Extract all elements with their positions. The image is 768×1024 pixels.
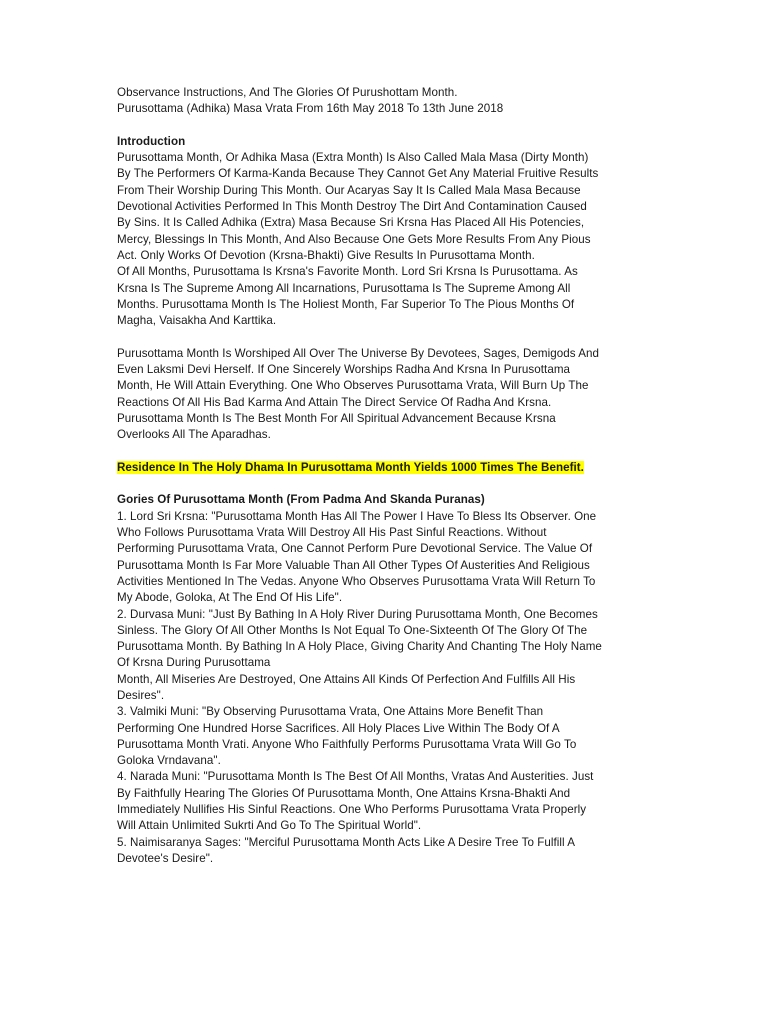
glories-list xyxy=(117,509,657,868)
title-line: Observance Instructions, And The Glories Of Purushottam Month. xyxy=(117,86,458,99)
highlight-line xyxy=(117,460,657,476)
intro-heading: Introduction xyxy=(117,134,186,148)
list-line: Sinless. The Glory Of All Other Months Is Not Equal To One-Sixteenth Of The Glory Of The xyxy=(117,623,588,637)
list-line: 2. Durvasa Muni: "Just By Bathing In A Holy River During Purusottama Month, One Becomes xyxy=(117,607,598,621)
list-line: Who Follows Purusottama Vrata Will Destroy All His Past Sinful Reactions. Without xyxy=(117,526,547,540)
paragraph-line: Overlooks All The Aparadhas. xyxy=(117,428,271,442)
list-line: My Abode, Goloka, At The End Of His Life". xyxy=(117,591,343,605)
paragraph-line: Even Laksmi Devi Herself. If One Sincerely Worships Radha And Krsna In Purusottama xyxy=(117,363,571,377)
paragraph-line: Months. Purusottama Month Is The Holiest Month, Far Superior To The Pious Months Of xyxy=(117,297,575,311)
list-line: 4. Narada Muni: "Purusottama Month Is The Best Of All Months, Vratas And Austerities. Just xyxy=(117,770,594,784)
paragraph-line: By Sins. It Is Called Adhika (Extra) Masa Because Sri Krsna Has Placed All His Potencies, xyxy=(117,216,585,230)
list-line: Activities Mentioned In The Vedas. Anyone Who Observes Purusottama Vrata Will Return To xyxy=(117,574,596,588)
list-line: Purusottama Month Is Far More Valuable Than All Other Types Of Austerities And Religious xyxy=(117,558,590,572)
document-title xyxy=(117,85,657,118)
list-line: 1. Lord Sri Krsna: "Purusottama Month Has All The Power I Have To Bless Its Observer. One xyxy=(117,509,597,523)
list-line: Devotee's Desire". xyxy=(117,851,214,865)
paragraph-line: Month, He Will Attain Everything. One Who Observes Purusottama Vrata, Will Burn Up The xyxy=(117,379,589,393)
paragraph-line: Mercy, Blessings In This Month, And Also Because One Gets More Results From Any Pious xyxy=(117,232,591,246)
title-line: Purusottama (Adhika) Masa Vrata From 16th May 2018 To 13th June 2018 xyxy=(117,102,504,116)
spacer xyxy=(117,444,657,460)
paragraph-line: By The Performers Of Karma-Kanda Because They Cannot Get Any Material Fruitive Results xyxy=(117,167,599,181)
list-line: Desires". xyxy=(117,688,165,702)
list-line: Month, All Miseries Are Destroyed, One Attains All Kinds Of Perfection And Fulfills All His xyxy=(117,672,576,686)
spacer xyxy=(117,118,657,134)
paragraph-line: Devotional Activities Performed In This Month Destroy The Dirt And Contamination Caused xyxy=(117,200,587,214)
list-line: Performing One Hundred Horse Sacrifices. All Holy Places Live Within The Body Of A xyxy=(117,721,560,735)
paragraph-line: Purusottama Month, Or Adhika Masa (Extra Month) Is Also Called Mala Masa (Dirty Month) xyxy=(117,151,589,165)
list-line: Immediately Nullifies His Sinful Reactions. One Who Performs Purusottama Vrata Properly xyxy=(117,803,587,817)
paragraph-line: Magha, Vaisakha And Karttika. xyxy=(117,314,277,328)
paragraph-line: Purusottama Month Is Worshiped All Over The Universe By Devotees, Sages, Demigods And xyxy=(117,346,599,360)
list-line: Purusottama Month Vrati. Anyone Who Faithfully Performs Purusottama Vrata Will Go To xyxy=(117,737,577,751)
list-line: Of Krsna During Purusottama xyxy=(117,656,271,670)
list-line: Will Attain Unlimited Sukrti And Go To The Spiritual World". xyxy=(117,819,422,833)
paragraph-line: From Their Worship During This Month. Our Acaryas Say It Is Called Mala Masa Because xyxy=(117,183,581,197)
spacer xyxy=(117,329,657,345)
paragraph-line: Krsna Is The Supreme Among All Incarnations, Purusottama Is The Supreme Among All xyxy=(117,281,571,295)
list-line: 5. Naimisaranya Sages: "Merciful Purusottama Month Acts Like A Desire Tree To Fulfill A xyxy=(117,835,576,849)
list-line: 3. Valmiki Muni: "By Observing Purusottama Vrata, One Attains More Benefit Than xyxy=(117,705,544,719)
worship-paragraph xyxy=(117,346,657,444)
list-line: Purusottama Month. By Bathing In A Holy Place, Giving Charity And Chanting The Holy Name xyxy=(117,640,602,654)
list-line: Goloka Vrndavana". xyxy=(117,754,221,768)
paragraph-line: Act. Only Works Of Devotion (Krsna-Bhakti) Give Results In Purusottama Month. xyxy=(117,248,535,262)
highlighted-text: Residence In The Holy Dhama In Purusottama Month Yields 1000 Times The Benefit. xyxy=(117,460,584,474)
document-page xyxy=(117,85,657,867)
paragraph-line: Purusottama Month Is The Best Month For All Spiritual Advancement Because Krsna xyxy=(117,411,556,425)
paragraph-line: Of All Months, Purusottama Is Krsna's Favorite Month. Lord Sri Krsna Is Purusottama. As xyxy=(117,265,578,279)
list-line: Performing Purusottama Vrata, One Cannot Perform Pure Devotional Service. The Value Of xyxy=(117,542,593,556)
glories-heading: Gories Of Purusottama Month (From Padma And Skanda Puranas) xyxy=(117,493,485,507)
intro-paragraph xyxy=(117,150,657,329)
spacer xyxy=(117,476,657,492)
paragraph-line: Reactions Of All His Bad Karma And Attain The Direct Service Of Radha And Krsna. xyxy=(117,395,552,409)
list-line: By Faithfully Hearing The Glories Of Purusottama Month, One Attains Krsna-Bhakti And xyxy=(117,786,571,800)
